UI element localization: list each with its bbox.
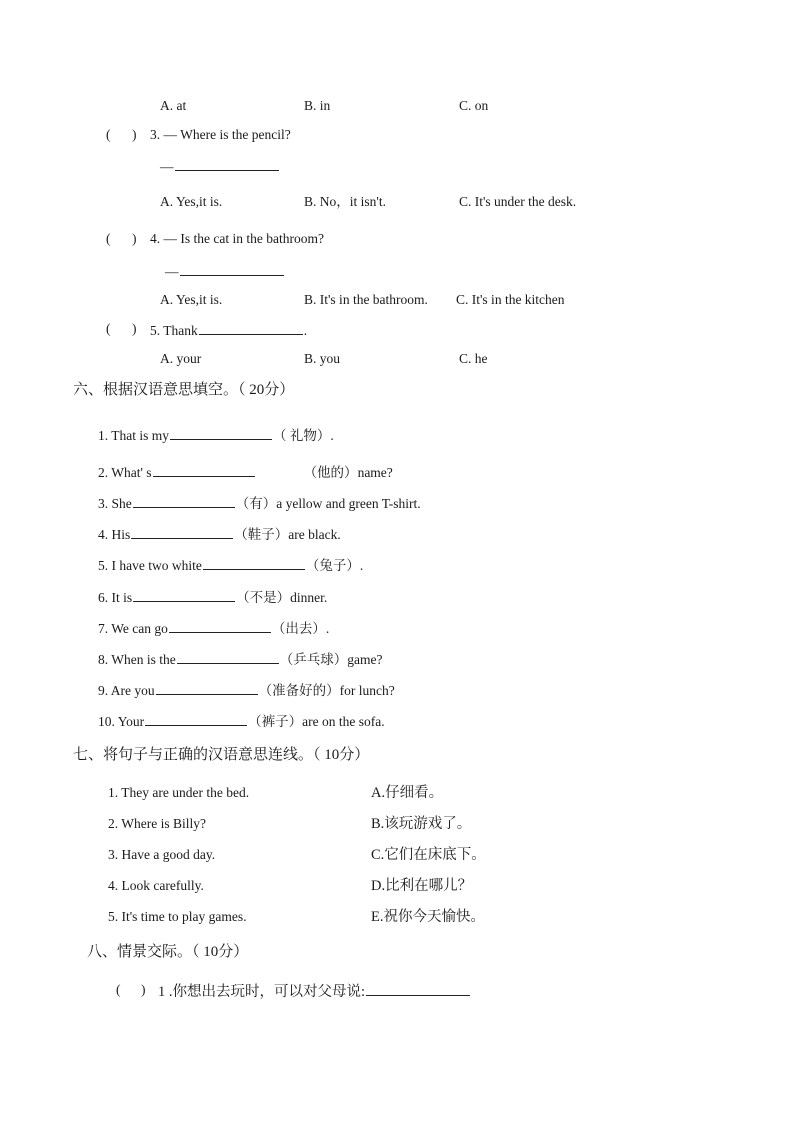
q4-answer-blank[interactable]: [180, 262, 284, 276]
section8-title: 八、情景交际。（ 10分）: [87, 944, 249, 960]
s6-item-4-blank[interactable]: [131, 525, 233, 539]
s6-item-3-before: 3. She: [98, 496, 132, 511]
s6-item-1: [98, 426, 334, 444]
s6-item-9: [98, 681, 395, 699]
q4-option-a: A. Yes,it is.: [160, 292, 223, 307]
q3-bracket-open: (: [106, 127, 111, 142]
s6-item-1-blank[interactable]: [170, 426, 272, 440]
q5-text-before: 5. Thank: [150, 323, 198, 338]
section7-title: 七、将句子与正确的汉语意思连线。（ 10分）: [73, 747, 370, 763]
q5-answer-blank[interactable]: [199, 321, 303, 335]
q5-option-c: C. he: [459, 351, 488, 366]
q5-text-after: .: [303, 323, 308, 338]
q2-option-c: C. on: [459, 98, 489, 113]
s6-item-4-hint: （鞋子）: [234, 527, 289, 542]
s6-item-10-blank[interactable]: [145, 712, 247, 726]
q3-answer-blank[interactable]: [175, 157, 279, 171]
s6-item-8-after: game?: [347, 652, 383, 667]
s6-item-6-after: dinner.: [290, 590, 328, 605]
q3-option-a: A. Yes,it is.: [160, 194, 223, 209]
s6-item-9-before: 9. Are you: [98, 683, 155, 698]
s6-item-7: [98, 619, 329, 637]
q2-option-b: B. in: [304, 98, 331, 113]
s6-item-8-before: 8. When is the: [98, 652, 176, 667]
s7-left-2[interactable]: 2. Where is Billy?: [108, 816, 206, 831]
s7-right-c[interactable]: C.它们在床底下。: [371, 847, 486, 863]
s6-item-7-after: .: [325, 621, 330, 636]
q3-option-b: B. No，it isn't.: [304, 194, 386, 209]
s6-item-6-blank[interactable]: [133, 588, 235, 602]
s6-item-7-before: 7. We can go: [98, 621, 168, 636]
s6-item-10-after: are on the sofa.: [302, 714, 385, 729]
s7-left-4[interactable]: 4. Look carefully.: [108, 878, 204, 893]
q4-bracket-close: ): [132, 231, 137, 246]
s7-right-a[interactable]: A.仔细看。: [371, 785, 444, 801]
s6-item-9-blank[interactable]: [156, 681, 258, 695]
s6-item-6-before: 6. It is: [98, 590, 133, 605]
q5-option-a: A. your: [160, 351, 202, 366]
s6-item-3-blank[interactable]: [133, 494, 235, 508]
q3-question: 3. — Where is the pencil?: [150, 127, 291, 142]
s8-q1-blank[interactable]: [366, 982, 470, 996]
s6-item-7-blank[interactable]: [169, 619, 271, 633]
q3-option-c: C. It's under the desk.: [459, 194, 577, 209]
q4-bracket-open: (: [106, 231, 111, 246]
q3-bracket-close: ): [132, 127, 137, 142]
s8-q1-bracket-close: ): [141, 982, 146, 997]
q5-bracket-close: ): [132, 321, 137, 336]
q3-answer-line: [160, 157, 280, 175]
s6-item-2-before: 2. What' s: [98, 465, 152, 480]
q2-option-a: A. at: [160, 98, 187, 113]
s6-item-4-before: 4. His: [98, 527, 131, 542]
s6-item-2-blank[interactable]: [153, 463, 255, 477]
s6-item-5-before: 5. I have two white: [98, 558, 202, 573]
section6-title: 六、根据汉语意思填空。（ 20分）: [73, 382, 295, 398]
q3-answer-dash: —: [160, 159, 174, 174]
s6-item-1-after: .: [330, 428, 334, 443]
s7-left-5[interactable]: 5. It's time to play games.: [108, 909, 247, 924]
s8-q1-text: 1 .你想出去玩时，可以对父母说:: [158, 984, 366, 1000]
s6-item-10-hint: （裤子）: [248, 714, 303, 729]
s6-item-2-hint: （他的）: [303, 465, 358, 480]
s6-item-5-after: .: [359, 558, 364, 573]
q4-answer-line: [165, 262, 285, 280]
s7-left-3[interactable]: 3. Have a good day.: [108, 847, 216, 862]
s6-item-5-blank[interactable]: [203, 556, 305, 570]
q4-option-b: B. It's in the bathroom.: [304, 292, 428, 307]
s6-item-8: [98, 650, 382, 668]
s6-item-3-after: a yellow and green T-shirt.: [276, 496, 421, 511]
s7-right-b[interactable]: B.该玩游戏了。: [371, 816, 472, 832]
s8-q1-bracket-open: (: [116, 982, 121, 997]
s6-item-3: [98, 494, 421, 512]
s8-q1: [158, 982, 471, 1000]
s6-item-10: [98, 712, 385, 730]
s6-item-5-hint: （兔子）: [305, 558, 360, 573]
s6-item-3-hint: （有）: [235, 496, 277, 511]
s7-right-e[interactable]: E.祝你今天愉快。: [371, 909, 485, 925]
s7-left-1[interactable]: 1. They are under the bed.: [108, 785, 250, 800]
q5-question: [150, 321, 307, 339]
s6-item-2: [98, 463, 393, 481]
q5-bracket-open: (: [106, 321, 111, 336]
s6-item-6-hint: （不是）: [236, 590, 291, 605]
s6-item-10-before: 10. Your: [98, 714, 145, 729]
s6-item-4-after: are black.: [288, 527, 341, 542]
s6-item-4: [98, 525, 341, 543]
s6-item-9-after: for lunch?: [339, 683, 395, 698]
q5-option-b: B. you: [304, 351, 341, 366]
s6-item-5: [98, 556, 363, 574]
q4-option-c: C. It's in the kitchen: [456, 292, 565, 307]
q4-answer-dash: —: [165, 264, 179, 279]
s6-item-7-hint: （出去）: [271, 621, 326, 636]
s7-right-d[interactable]: D.比利在哪儿？: [371, 878, 473, 894]
s6-item-8-hint: （乒乓球）: [279, 652, 348, 667]
s6-item-1-hint: （ 礼物）: [273, 428, 331, 443]
s6-item-9-hint: （准备好的）: [258, 683, 340, 698]
s6-item-1-before: 1. That is my: [98, 428, 170, 443]
s6-item-6: [98, 588, 327, 606]
s6-item-2-after: name?: [357, 465, 393, 480]
s6-item-8-blank[interactable]: [177, 650, 279, 664]
q4-question: 4. — Is the cat in the bathroom?: [150, 231, 324, 246]
